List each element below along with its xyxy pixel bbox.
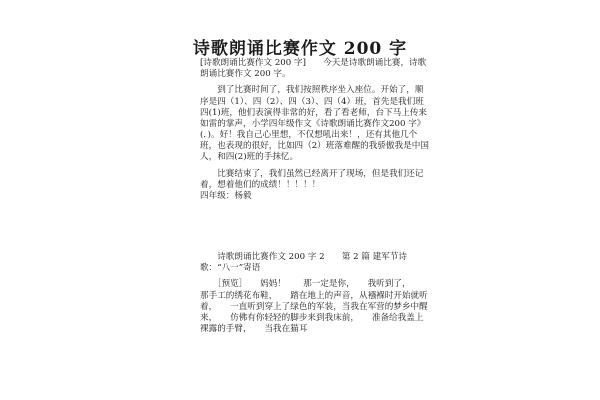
article-1-author: 四年级：杨毅 (200, 190, 252, 201)
article-2-heading: 诗歌朗诵比赛作文 200 字 2 第 2 篇 建军节诗歌：“八一”寄语 (200, 252, 408, 274)
article-1-intro: [诗歌朗诵比赛作文 200 字] 今天是诗歌朗诵比赛，诗歌朗诵比赛作文 200 字。 (200, 58, 427, 80)
article-1-body: 到了比赛时间了，我们按照秩序坐入座位。开始了，顺序是四（1）、四（2）、四（3）、四（4）班，首先是我们班四(1)班，他们表演得非常的好，看了看老师，台下马上传来如雷的掌声，小学四年级作文《诗歌朗诵比赛作文200 字》(．)。好！我自己心里想，不仅想吼出来！，还有其他几个班，也表现的很好，比如四（2）班落难醒的我骄傲我是中国人，和四(2)班的手抹忆。 (200, 85, 429, 163)
page-title: 诗歌朗诵比赛作文 200 字 (192, 39, 408, 59)
article-1-ending: 比赛结束了，我们虽然已经离开了现场，但是我们还记着，想着他们的成绩！！！！！ (200, 168, 424, 190)
article-1 (200, 58, 430, 202)
article-2-body: ［预览］ 妈妈！ 那一定是你， 我听到了， 那手工的绣花布鞋， 踏在地上的声音，从襁褓时开始就听着， 一直听到穿上了绿色的军装，当我在军营的梦乡中醒来， 仿佛有你轻轻的脚步来到我床前， 准备给我盖上裸露的手臂， 当我在猫耳 (200, 279, 428, 335)
article-2 (200, 252, 430, 335)
